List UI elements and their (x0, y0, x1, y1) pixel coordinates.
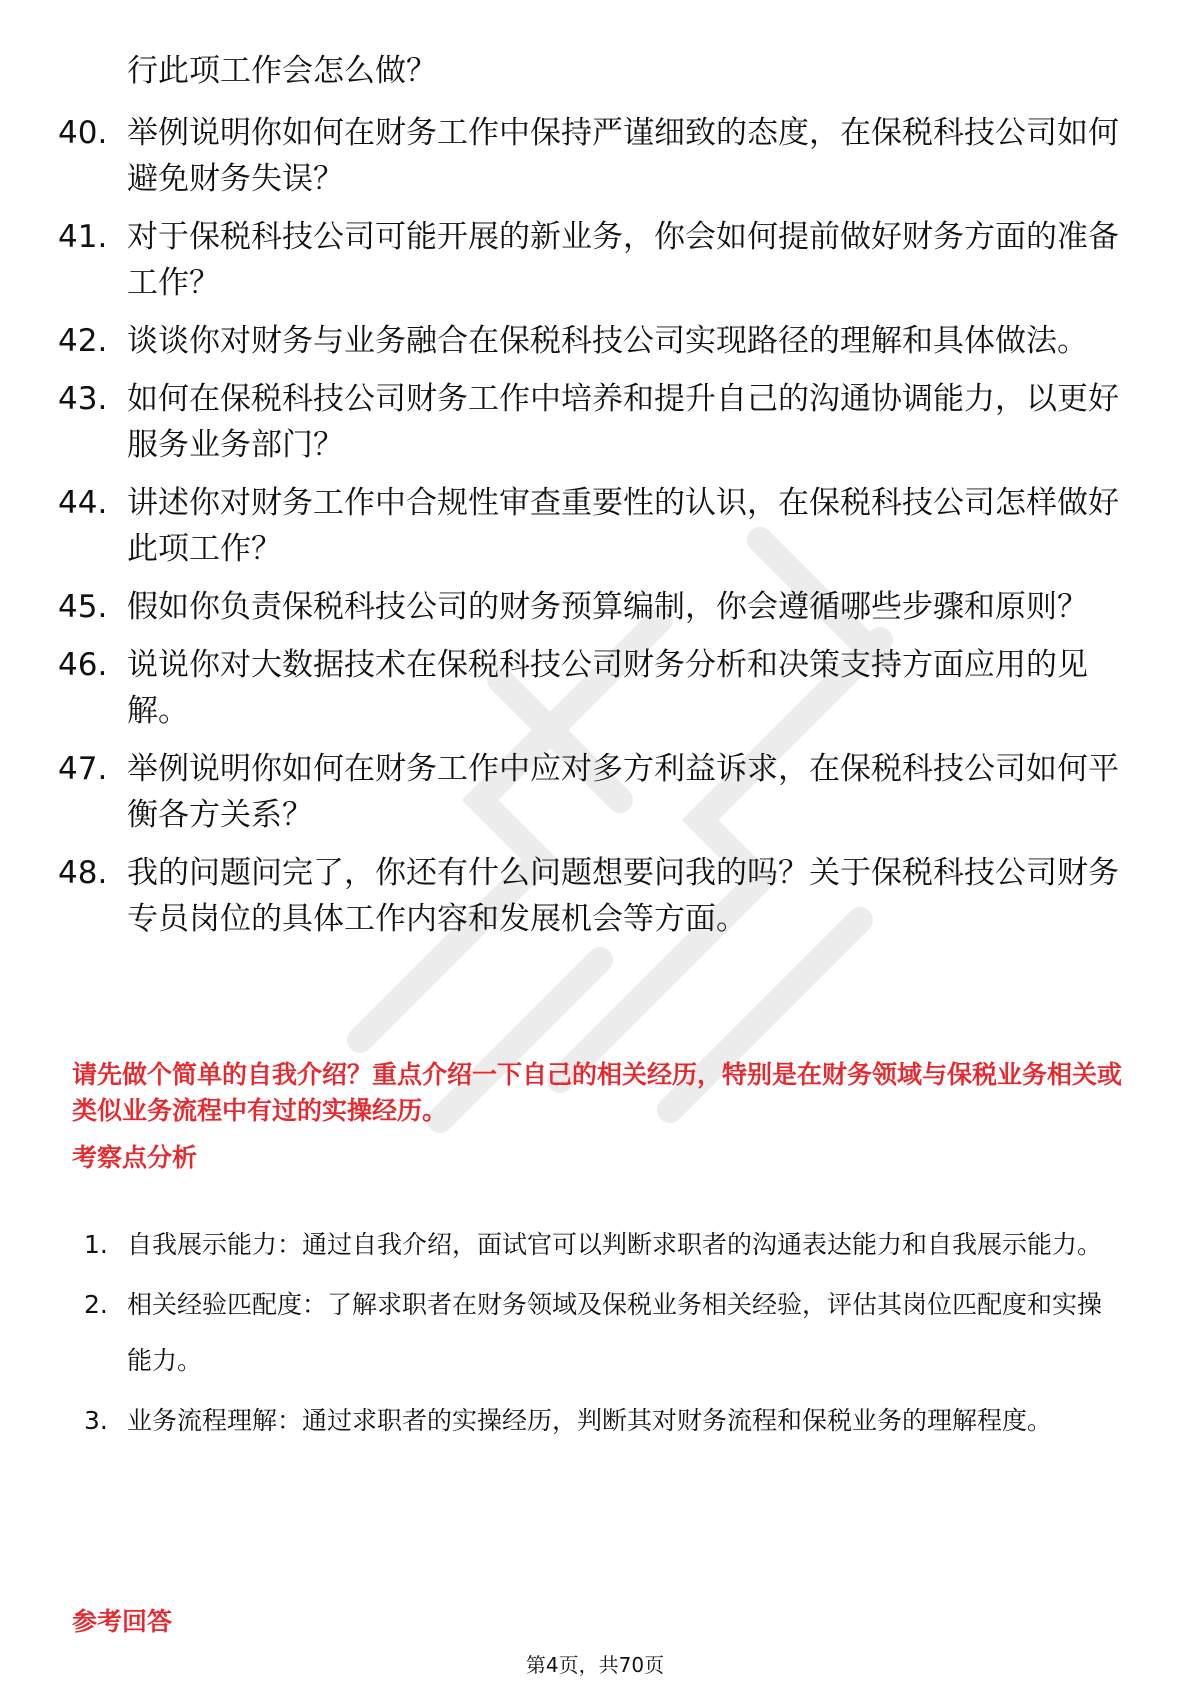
analysis-heading: 考察点分析 (72, 1143, 198, 1172)
answer-heading: 参考回答 (72, 1607, 173, 1636)
analysis-text: 相关经验匹配度：了解求职者在财务领域及保税业务相关经验，评估其岗位匹配度和实操能力。 (127, 1290, 1103, 1375)
question-item (58, 642, 1128, 734)
highlight-question: 请先做个简单的自我介绍？重点介绍一下自己的相关经历，特别是在财务领域与保税业务相关或类似业务流程中有过的实操经历。 (72, 1060, 1123, 1125)
question-item (58, 110, 1128, 202)
question-text: 谈谈你对财务与业务融合在保税科技公司实现路径的理解和具体做法。 (127, 323, 1088, 359)
analysis-number: 3. (84, 1406, 108, 1435)
question-text: 说说你对大数据技术在保税科技公司财务分析和决策支持方面应用的见解。 (127, 647, 1088, 729)
question-number: 41. (58, 219, 108, 255)
question-number: 43. (58, 381, 108, 417)
question-number: 44. (58, 485, 108, 521)
question-number: 46. (58, 647, 108, 683)
question-text: 对于保税科技公司可能开展的新业务，你会如何提前做好财务方面的准备工作？ (127, 219, 1119, 301)
question-number: 40. (58, 115, 108, 151)
question-list (58, 110, 1128, 954)
question-text: 我的问题问完了，你还有什么问题想要问我的吗？关于保税科技公司财务专员岗位的具体工作内容和发展机会等方面。 (127, 855, 1119, 937)
question-text: 举例说明你如何在财务工作中应对多方利益诉求，在保税科技公司如何平衡各方关系？ (127, 751, 1119, 833)
question-number: 47. (58, 751, 108, 787)
question-item (58, 376, 1128, 468)
question-number: 45. (58, 589, 108, 625)
question-item (58, 214, 1128, 306)
question-number: 42. (58, 323, 108, 359)
analysis-list (84, 1217, 1124, 1453)
analysis-text: 业务流程理解：通过求职者的实操经历，判断其对财务流程和保税业务的理解程度。 (127, 1406, 1053, 1435)
page-footer: 第4页，共70页 (525, 1653, 665, 1677)
question-text: 假如你负责保税科技公司的财务预算编制，你会遵循哪些步骤和原则？ (127, 589, 1088, 625)
analysis-text: 自我展示能力：通过自我介绍，面试官可以判断求职者的沟通表达能力和自我展示能力。 (127, 1230, 1103, 1259)
question-text: 如何在保税科技公司财务工作中培养和提升自己的沟通协调能力，以更好服务业务部门？ (127, 381, 1119, 463)
question-continuation: 行此项工作会怎么做？ (127, 53, 437, 89)
analysis-number: 1. (84, 1230, 108, 1259)
analysis-item (84, 1277, 1124, 1389)
question-item (58, 746, 1128, 838)
analysis-item (84, 1393, 1124, 1449)
analysis-item (84, 1217, 1124, 1273)
analysis-number: 2. (84, 1290, 108, 1319)
question-text: 讲述你对财务工作中合规性审查重要性的认识，在保税科技公司怎样做好此项工作？ (127, 485, 1119, 567)
question-text: 举例说明你如何在财务工作中保持严谨细致的态度，在保税科技公司如何避免财务失误？ (127, 115, 1119, 197)
question-item (58, 318, 1128, 364)
question-item (58, 584, 1128, 630)
question-number: 48. (58, 855, 108, 891)
question-item (58, 850, 1128, 942)
question-item (58, 480, 1128, 572)
